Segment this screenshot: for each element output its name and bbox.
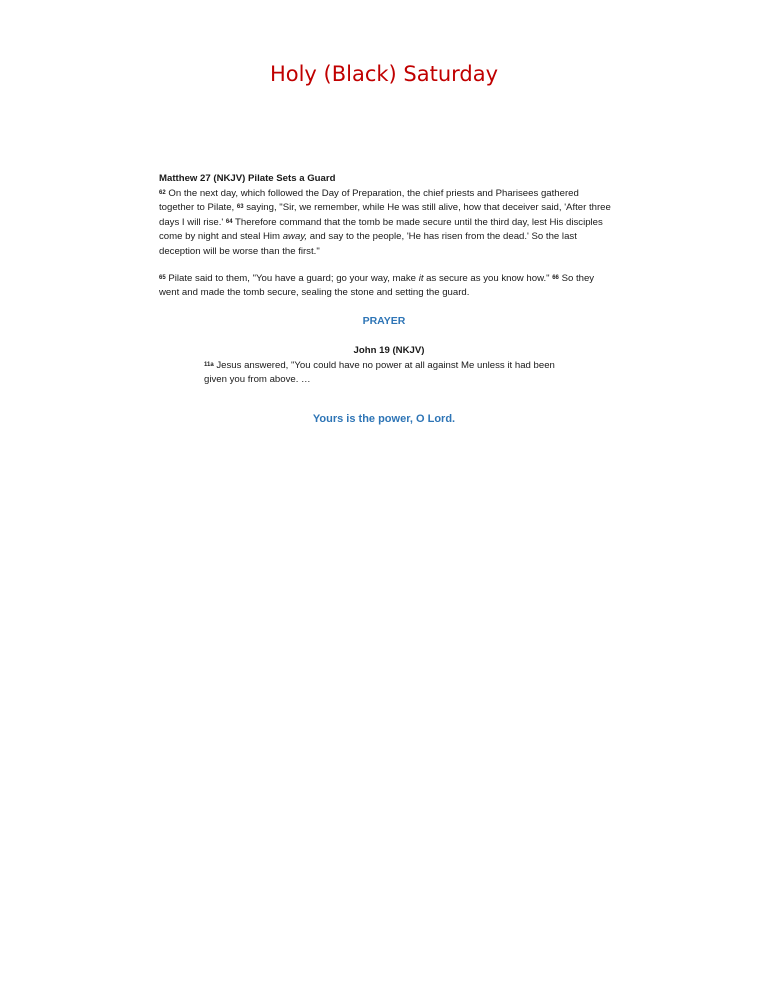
verse-text: saying, "Sir, we remember, while He was still alive, how that deceiver said, 'After three days I will rise.' xyxy=(159,202,611,228)
verse-text: Jesus answered, "You could have no power at all against Me unless it had been given you from above. … xyxy=(204,359,555,386)
reading-paragraph-1 xyxy=(159,187,614,260)
verse-text: On the next day, which followed the Day of Preparation, the chief priests and Pharisees gathered together to Pilate, xyxy=(159,187,579,214)
prayer-heading: PRAYER xyxy=(362,315,406,327)
reading-matthew-27 xyxy=(159,172,614,301)
verse-text: as secure as you know how." xyxy=(423,272,553,284)
verse-text: Therefore command that the tomb be made secure until the third day, lest His disciples come by night and steal Him xyxy=(159,216,603,243)
verse-text-italic: away, xyxy=(282,231,308,243)
verse-number: 66 xyxy=(552,274,559,281)
verse-number: 63 xyxy=(236,204,244,211)
verse-number: 64 xyxy=(225,218,233,225)
reading-heading: John 19 (NKJV) xyxy=(353,345,425,356)
verse-text: Pilate said to them, "You have a guard; go your way, make xyxy=(165,272,419,284)
verse-text-italic: it xyxy=(418,272,424,284)
verse-number: 62 xyxy=(159,189,166,196)
reading-heading: Matthew 27 (NKJV) Pilate Sets a Guard xyxy=(159,173,336,184)
page-title: Holy (Black) Saturday xyxy=(269,62,499,86)
reading-paragraph-2 xyxy=(159,272,614,301)
verse-number: 65 xyxy=(159,274,166,281)
reading-john-19 xyxy=(204,344,574,388)
response-line: Yours is the power, O Lord. xyxy=(312,413,456,425)
verse-number: 11a xyxy=(204,361,214,368)
reading-paragraph xyxy=(204,359,574,388)
verse-text: So they went and made the tomb secure, sealing the stone and setting the guard. xyxy=(159,272,595,299)
verse-text: and say to the people, 'He has risen from the dead.' So the last deception will be worse than the first." xyxy=(159,231,577,257)
